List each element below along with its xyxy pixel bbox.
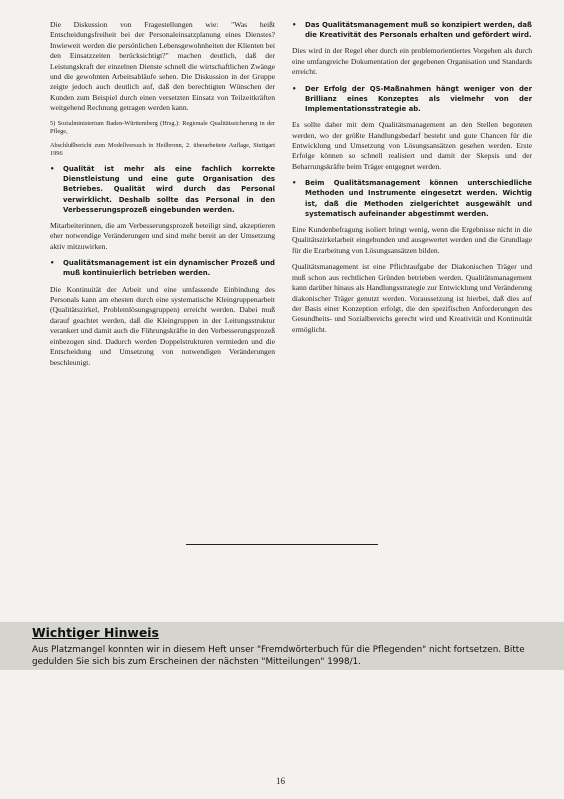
footnote-line-2: Abschlußbericht zum Modellversuch in Heilbronn, 2. überarbeitete Auflage, Stuttgart 1996 [50,141,275,158]
left-column [50,20,275,374]
right-bullet-2-text: Der Erfolg der QS-Maßnahmen hängt weniger von der Brillianz eines Konzeptes als vielmehr von der Implementationsstrategie ab. [305,84,532,114]
right-bullet-2 [292,84,532,115]
left-bullet-1-text: Qualität ist mehr als eine fachlich korrekte Dienstleistung und eine gute Organisation des Betriebes. Qualität wird durch das Personal verwirklicht. Deshalb sollte das Personal in den Verbesserungsprozeß eingebunden werden. [63,165,275,214]
right-paragraph-4: Qualitätsmanagement ist eine Pflichtaufgabe der Diakonischen Träger und muß schon aus rechtlichen Gründen betrieben werden. Qualitätsmanagement kann darüber hinaus als Handlungsstrategie zur Entwicklung und Veränderung diakonischer Träger genutzt werden. Voraussetzung ist hierbei, daß dies auf der Basis einer Konzeption erfolgt, die den spezifischen Anforderungen des Gesundheits- und Sozialbereichs gerecht wird und Kreativität und Kontinuität ermöglicht. [292,262,532,334]
right-bullet-3-text: Beim Qualitätsmanagement können unterschiedliche Methoden und Instrumente eingesetzt werden. Wichtig ist, daß die Methoden zielgerichtet ausgewählt und systematisch aufeinander abgestimmt werden. [305,179,532,218]
left-paragraph-3: Die Kontinuität der Arbeit und eine umfassende Einbindung des Personals kann am ehesten durch eine systematische Kleingruppenarbeit (Qualitätszirkel, Problemlösungsgruppen) erreicht werden. Dabei muß darauf geachtet werden, daß die Kleingruppen in der Leitungsstruktur verankert und damit auch die Führungskräfte in den Verbesserungsprozeß einbezogen sind. Dadurch werden Doppelstrukturen vermieden und die Entscheidung und Umsetzung von notwendigen Veränderungen beschleunigt. [50,284,275,367]
right-bullet-1 [292,20,532,40]
notice-title: Wichtiger Hinweis [32,625,159,640]
bullet-icon: • [292,179,297,188]
bullet-icon: • [50,165,55,174]
right-bullet-1-text: Das Qualitätsmanagement muß so konzipiert werden, daß die Kreativität des Personals erhalten und gefördert wird. [305,21,532,40]
bullet-icon: • [50,259,55,268]
right-paragraph-2: Es sollte daher mit dem Qualitätsmanagement an den Stellen begonnen werden, wo der größte Handlungsbedarf besteht und gute Chancen für die Entwicklung und Umsetzung von Lösungsansätzen gesehen werden. Erste Erfolge können so schnell realisiert und damit der Skepsis und der Beharrungskräfte beim Träger entgegnet werden. [292,120,532,171]
bullet-icon: • [292,84,297,93]
bullet-icon: • [292,21,297,29]
right-column [292,20,532,341]
left-bullet-1 [50,164,275,215]
notice-text: Aus Platzmangel konnten wir in diesem Heft unser "Fremdwörterbuch für die Pflegenden" nicht fortsetzen. Bitte gedulden Sie sich bis zum Erscheinen der nächsten "Mitteilungen" 1998/1. [32,645,525,667]
right-paragraph-3: Eine Kundenbefragung isoliert bringt wenig, wenn die Ergebnisse nicht in die Qualitätszirkelarbeit eingebunden und ausgewertet werden und die Grundlage für die Erarbeitung von Lösungsansätzen bilden. [292,225,532,255]
right-bullet-3 [292,178,532,219]
left-paragraph-1: Die Diskussion von Fragestellungen wie: "Was heißt Entscheidungsfreiheit bei der Personaleinsatzplanung eines Dienstes? Inwieweit werden die persönlichen Lebensgewohnheiten der Klienten bei den Einsatzzeiten berücksichtigt?" machen deutlich, daß der Leistungskraft der einzelnen Dienste schnell die wirtschaftlichen Zwänge und die gewohnten Arbeitsabläufe sehen. Die Diskussion in der Gruppe zeigte jedoch auch deutlich auf, daß den berechtigten Wünschen der Kunden zum Beispiel durch einen versetzten Einsatz von Teilzeitkräften weitgehend Rechnung getragen werden kann. [50,20,275,113]
notice-box [0,622,564,670]
right-paragraph-1: Dies wird in der Regel eher durch ein problemorientiertes Vorgehen als durch eine umfangreiche Dokumentation der gegebenen Organisation und Standards erreicht. [292,46,532,77]
footnote-line-1: 5) Sozialministerium Baden-Württemberg (Hrsg.): Regionale Qualitätssicherung in der Pflege, [50,119,275,136]
left-paragraph-2: Mitarbeiterinnen, die am Verbesserungsprozeß beteiligt sind, akzeptieren eher notwendige Veränderungen und sind mehr bereit an der Umsetzung aktiv mitzuwirken. [50,221,275,251]
section-divider [186,544,378,545]
page-number: 16 [276,776,285,786]
left-bullet-2 [50,258,275,278]
left-bullet-2-text: Qualitätsmanagement ist ein dynamischer Prozeß und muß kontinuierlich betrieben werden. [63,259,275,278]
